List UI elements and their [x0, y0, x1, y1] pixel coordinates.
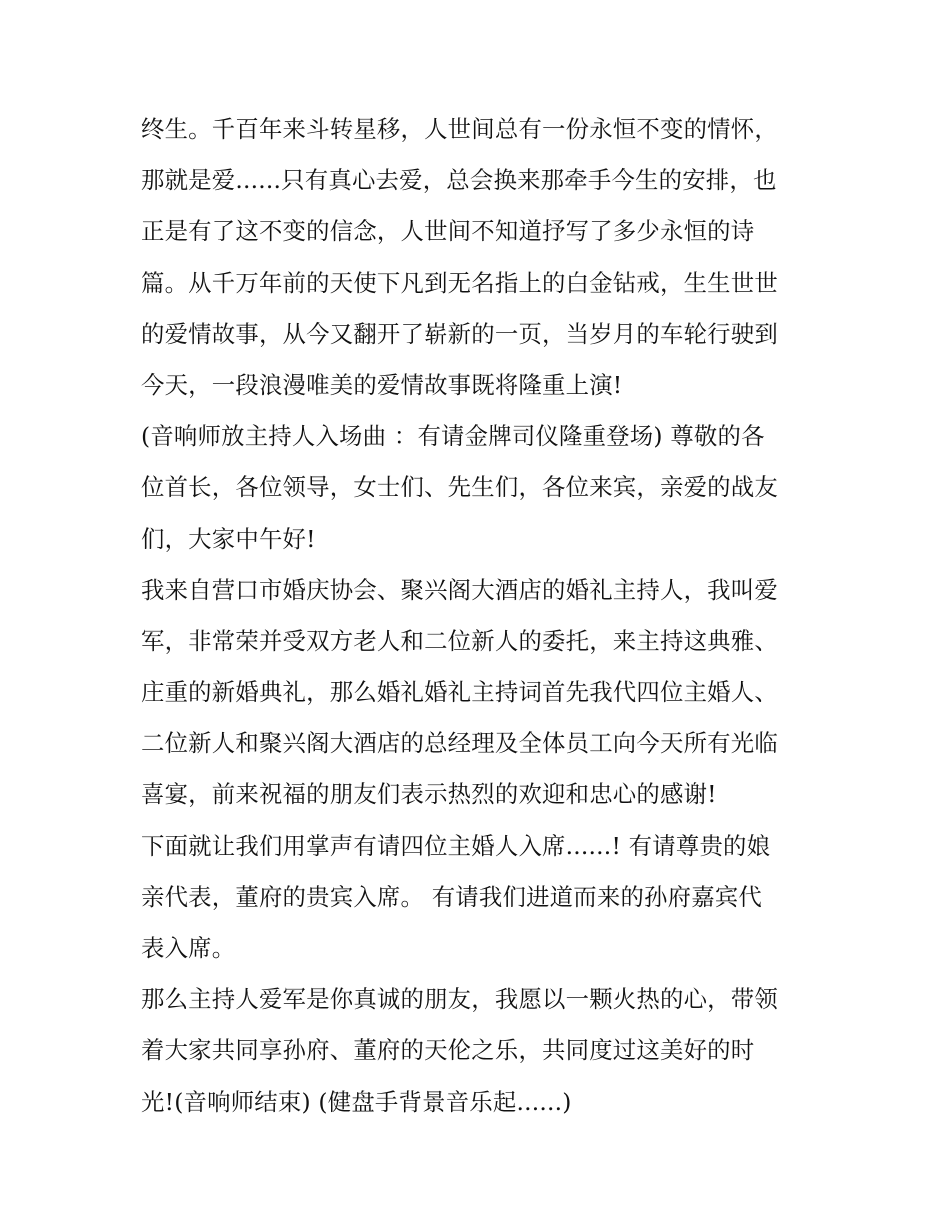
- text-line: 位首长，各位领导，女士们、先生们，各位来宾，亲爱的战友: [141, 473, 778, 502]
- text-line: 喜宴，前来祝福的朋友们表示热烈的欢迎和忠心的感谢!: [141, 780, 717, 809]
- text-line: 庄重的新婚典礼，那么婚礼婚礼主持词首先我代四位主婚人、: [141, 678, 778, 707]
- text-line: 终生。千百年来斗转星移，人世间总有一份永恒不变的情怀，: [141, 115, 778, 143]
- text-line: 军，非常荣并受双方老人和二位新人的委托，来主持这典雅、: [141, 626, 778, 655]
- text-line: 下面就让我们用掌声有请四位主婚人入席......! 有请尊贵的娘: [141, 831, 771, 860]
- text-line: 亲代表，董府的贵宾入席。 有请我们进道而来的孙府嘉宾代: [141, 882, 762, 911]
- text-line: 着大家共同享孙府、董府的天伦之乐，共同度过这美好的时: [141, 1036, 755, 1065]
- text-line: 二位新人和聚兴阁大酒店的总经理及全体员工向今天所有光临: [141, 729, 778, 758]
- text-line: 的爱情故事，从今又翻开了崭新的一页，当岁月的车轮行驶到: [141, 319, 778, 348]
- text-line: 们，大家中午好!: [141, 524, 316, 553]
- text-line: 我来自营口市婚庆协会、聚兴阁大酒店的婚礼主持人，我叫爱: [141, 575, 778, 604]
- text-line: 今天，一段浪漫唯美的爱情故事既将隆重上演!: [141, 370, 623, 399]
- text-line: 篇。从千万年前的天使下凡到无名指上的白金钻戒，生生世世: [141, 268, 778, 297]
- text-line: 那就是爱......只有真心去爱，总会换来那牵手今生的安排，也: [141, 166, 777, 195]
- text-line: 光!(音响师结束) (健盘手背景音乐起......): [141, 1087, 572, 1116]
- text-line: 正是有了这不变的信念，人世间不知道抒写了多少永恒的诗: [141, 217, 755, 246]
- text-line: 那么主持人爱军是你真诚的朋友，我愿以一颗火热的心，带领: [141, 985, 778, 1014]
- document-text-body: [141, 104, 821, 1128]
- text-line: 表入席。: [141, 934, 236, 962]
- text-line: (音响师放主持人入场曲 ：有请金牌司仪隆重登场) 尊敬的各: [141, 422, 765, 451]
